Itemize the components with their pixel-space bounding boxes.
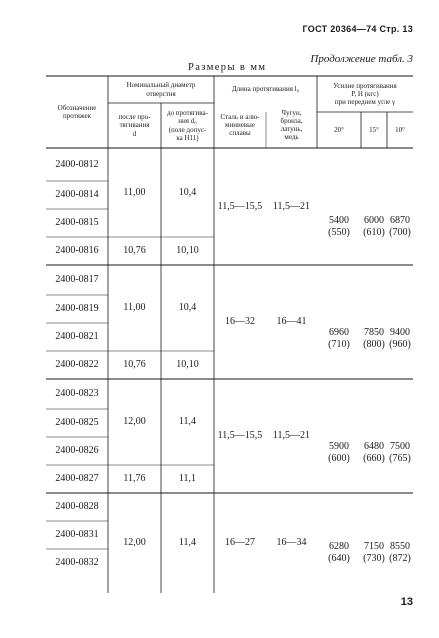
diameter-before: 10,4: [178, 302, 197, 313]
units-caption: Размеры в мм: [188, 62, 267, 73]
header-broaching-length: Длина протягивания l₀: [231, 84, 300, 93]
row-code: 2400-0831: [55, 529, 99, 540]
header-after-broaching: после про- тягивания d: [118, 113, 151, 138]
length-steel: 11,5—15,5: [217, 200, 263, 212]
header-angle-15: 15°: [369, 125, 379, 134]
diameter-before: 11,4: [178, 416, 197, 427]
row-code: 2400-0832: [55, 557, 99, 568]
length-steel: 11,5—15,5: [217, 430, 263, 441]
length-steel: 16—27: [225, 537, 255, 548]
diameter-before: 10,10: [176, 359, 199, 370]
header-broaching-force: Усилие протягивания P, Н (кгс) при переднем угле γ: [333, 81, 397, 107]
diameter-before: 11,1: [178, 473, 197, 484]
force-20: 6280 (640): [328, 541, 350, 564]
force-20: 5400 (550): [328, 214, 350, 238]
force-10: 9400 (960): [389, 327, 411, 350]
row-code: 2400-0826: [55, 445, 99, 456]
header-angle-10: 10°: [395, 125, 405, 134]
standard-header: ГОСТ 20364—74 Стр. 13: [302, 24, 413, 34]
page-number: 13: [400, 596, 413, 608]
force-10: 7500 (765): [389, 441, 411, 464]
row-code: 2400-0827: [55, 473, 99, 484]
row-code: 2400-0812: [55, 159, 99, 170]
force-15: 7850 (800): [363, 327, 385, 350]
header-designation: Обозначение протяжек: [57, 103, 97, 120]
diameter-after: 12,00: [123, 537, 146, 548]
row-code: 2400-0821: [55, 331, 99, 342]
row-code: 2400-0815: [55, 217, 99, 228]
row-code: 2400-0825: [55, 417, 99, 428]
header-cast-iron-bronze: Чугун, бронза, латунь, медь: [280, 108, 303, 142]
row-code: 2400-0828: [55, 501, 99, 512]
row-code: 2400-0822: [55, 359, 99, 370]
length-iron: 16—34: [276, 537, 307, 548]
diameter-after: 11,00: [123, 186, 146, 198]
length-iron: 11,5—21: [272, 430, 311, 441]
row-code: 2400-0817: [55, 274, 99, 285]
diameter-after: 10,76: [123, 359, 146, 370]
row-code: 2400-0814: [55, 189, 99, 200]
diameter-after: 11,00: [123, 302, 146, 313]
header-nominal-diameter: Номинальный диаметр отверстия: [126, 81, 196, 98]
diameter-after: 10,76: [123, 245, 146, 256]
length-steel: 16—32: [225, 316, 255, 327]
row-code: 2400-0816: [55, 245, 99, 256]
length-iron: 16—41: [276, 316, 307, 327]
force-10: 6870 (700): [389, 214, 411, 238]
diameter-after: 11,76: [123, 473, 146, 484]
row-code: 2400-0823: [55, 388, 99, 399]
diameter-after: 12,00: [123, 416, 146, 427]
force-15: 6480 (660): [363, 441, 385, 464]
diameter-before: 11,4: [178, 537, 197, 548]
force-20: 6960 (710): [328, 327, 350, 350]
diameter-before: 10,4: [178, 186, 197, 198]
force-15: 7150 (730): [363, 541, 385, 564]
diameter-before: 10,10: [176, 245, 199, 256]
length-iron: 11,5—21: [272, 200, 311, 212]
header-before-broaching: до протягива- ния d₀ (поле допус- ка H11): [167, 109, 208, 142]
force-20: 5900 (600): [328, 441, 350, 464]
header-steel-alloys: Сталь и алю- миниевые сплавы: [220, 112, 260, 138]
row-code: 2400-0819: [55, 303, 99, 314]
force-15: 6000 (610): [363, 214, 385, 238]
header-angle-20: 20°: [334, 125, 344, 134]
force-10: 8550 (872): [389, 541, 411, 564]
table-continuation-note: Продолжение табл. 3: [310, 53, 413, 65]
